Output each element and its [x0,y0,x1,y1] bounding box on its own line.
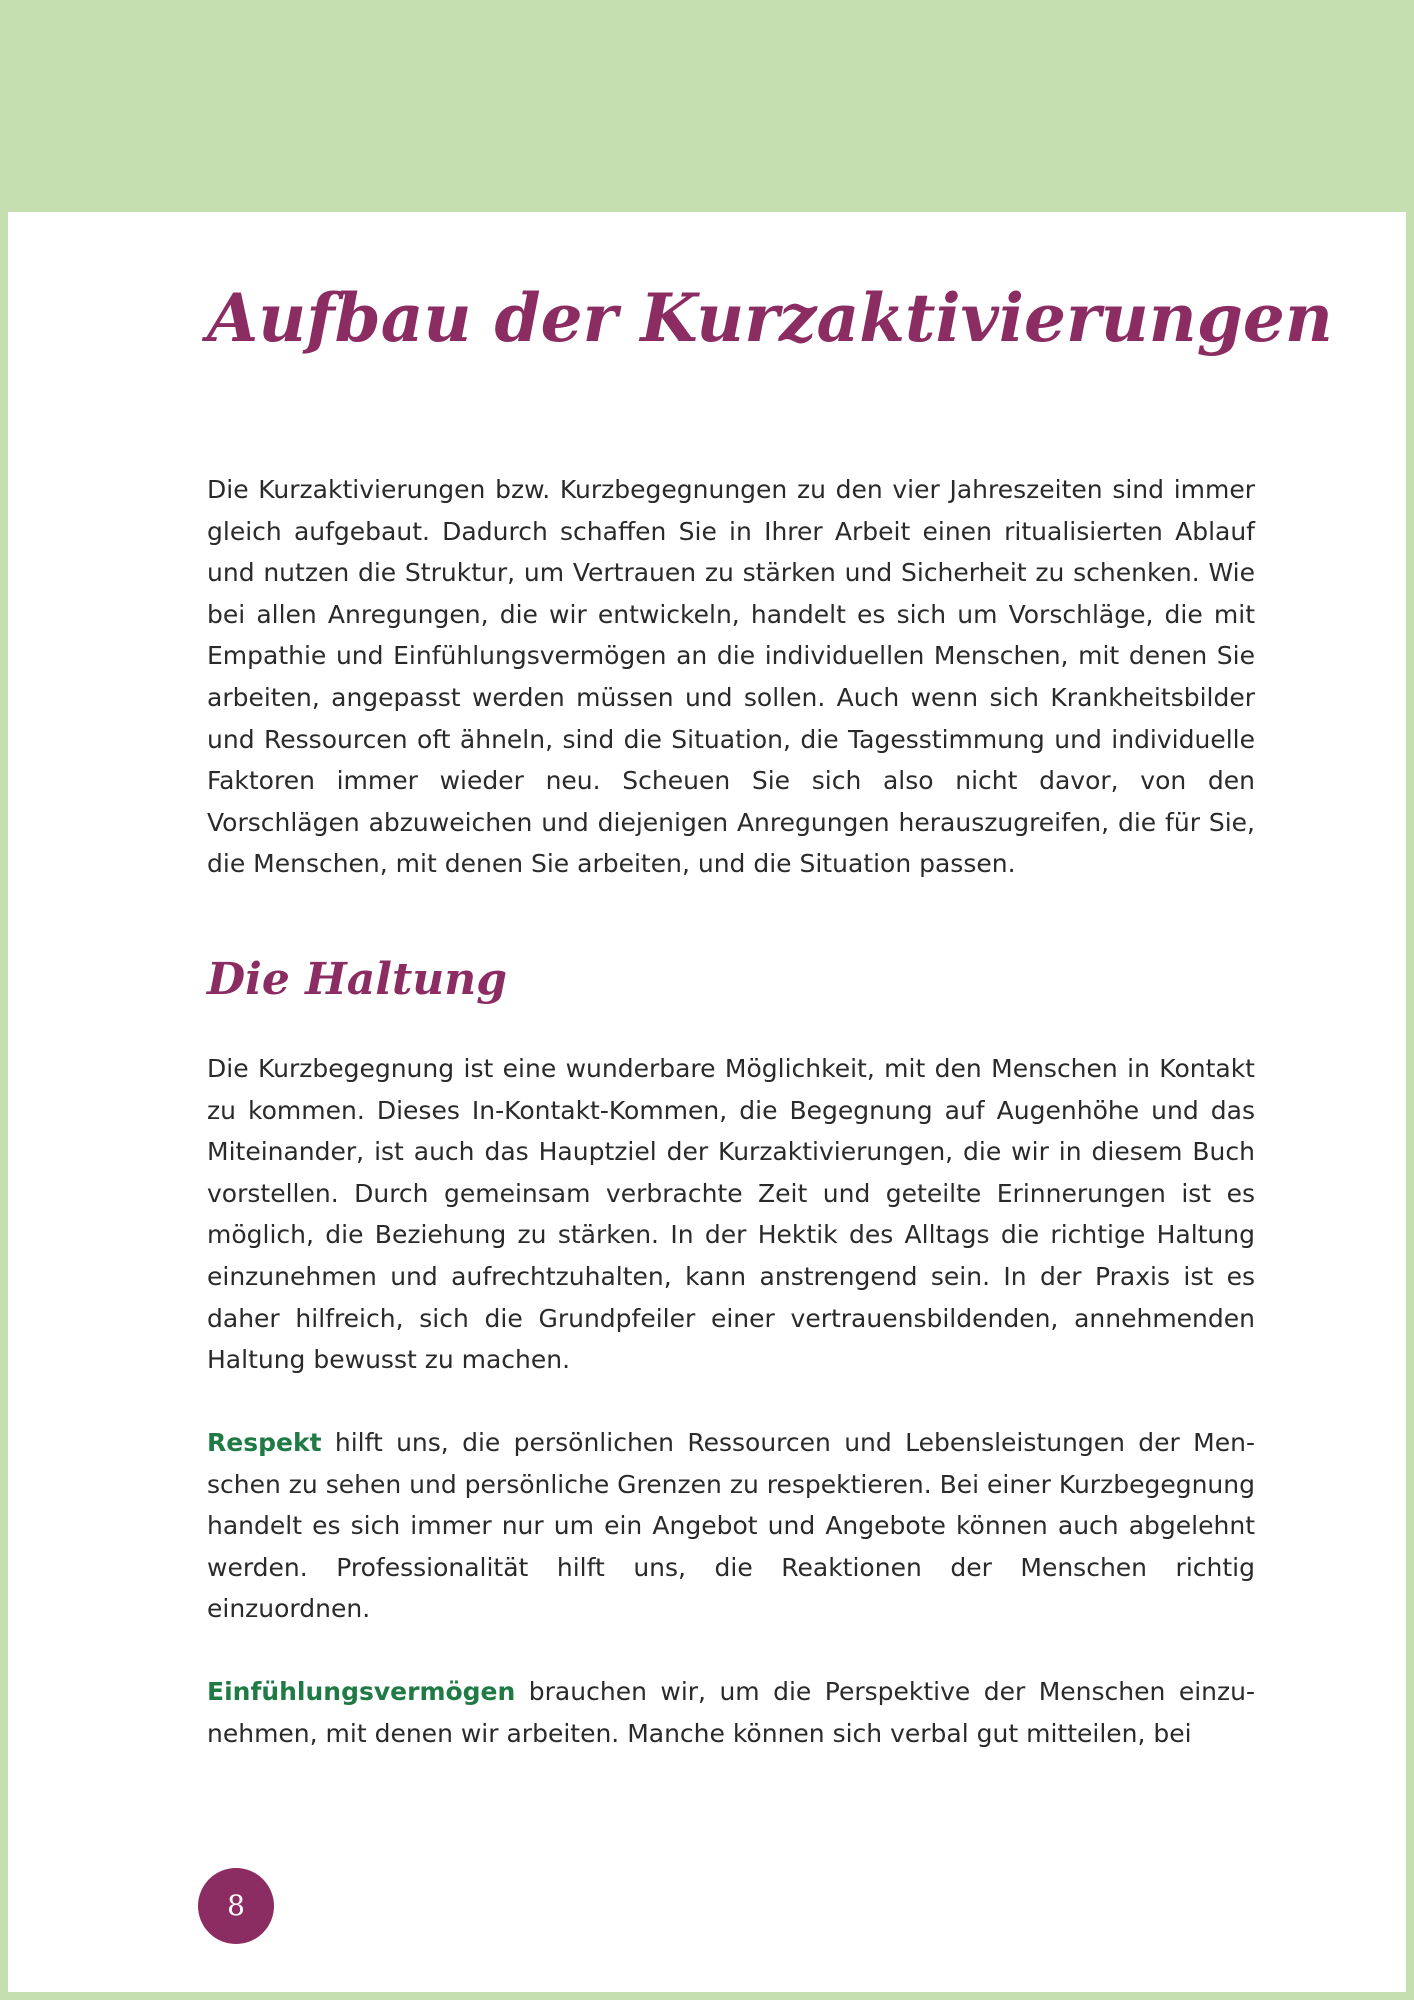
page-title: Aufbau der Kurzaktivierungen [207,279,1333,357]
section-paragraph: Die Kurzbegegnung ist eine wunderbare Möglichkeit, mit den Menschen in Kontakt zu kommen. Dieses In-Kontakt-Kommen, die Begegnung auf Augenhöhe und das Miteinander, ist auch das Hauptziel der Kurzaktivierungen, die wir in diesem Buch vorstellen. Durch gemeinsam verbrachte Zeit und geteilte Erinnerungen ist es möglich, die Beziehung zu stärken. In der Hektik des Alltags die richtige Haltung einzunehmen und aufrechtzuhalten, kann anstrengend sein. In der Praxis ist es daher hilfreich, sich die Grundpfeiler einer vertrauensbildenden, annehmenden Haltung bewusst zu machen. [207,1054,1255,1375]
section-heading: Die Haltung [207,954,508,1005]
einfuehlung-keyword: Einfühlungsvermögen [207,1677,516,1706]
page [8,212,1406,1992]
respekt-keyword: Respekt [207,1428,322,1457]
einfuehlung-paragraph [207,1671,1255,1754]
einfuehlung-text: brauchen wir, um die Perspektive der Menschen einzunehmen, mit denen wir arbeiten. Manche können sich verbal gut mitteilen, bei [207,1677,1255,1748]
respekt-text: hilft uns, die persönlichen Ressourcen und Lebensleistungen der Menschen zu sehen und persönliche Grenzen zu respektieren. Bei einer Kurzbegegnung handelt es sich immer nur um ein Angebot und Angebote können auch abgelehnt werden. Professionalität hilft uns, die Reaktionen der Menschen richtig einzuordnen. [207,1428,1255,1624]
respekt-paragraph [207,1422,1255,1630]
page-number-badge: 8 [198,1868,274,1944]
intro-paragraph: Die Kurzaktivierungen bzw. Kurzbegegnungen zu den vier Jahreszeiten sind immer gleich aufgebaut. Dadurch schaffen Sie in Ihrer Arbeit einen ritualisierten Ablauf und nutzen die Struktur, um Vertrauen zu stärken und Sicherheit zu schenken. Wie bei allen Anregungen, die wir entwickeln, handelt es sich um Vorschläge, die mit Empathie und Einfühlungsvermögen an die individuellen Menschen, mit denen Sie arbeiten, angepasst werden müssen und sollen. Auch wenn sich Krankheitsbilder und Ressourcen oft ähneln, sind die Situation, die Tagesstimmung und individuelle Faktoren immer wieder neu. Scheuen Sie sich also nicht davor, von den Vorschlägen abzuweichen und diejenigen Anregungen herauszugreifen, die für Sie, die Menschen, mit denen Sie arbeiten, und die Situation passen. [207,475,1255,879]
